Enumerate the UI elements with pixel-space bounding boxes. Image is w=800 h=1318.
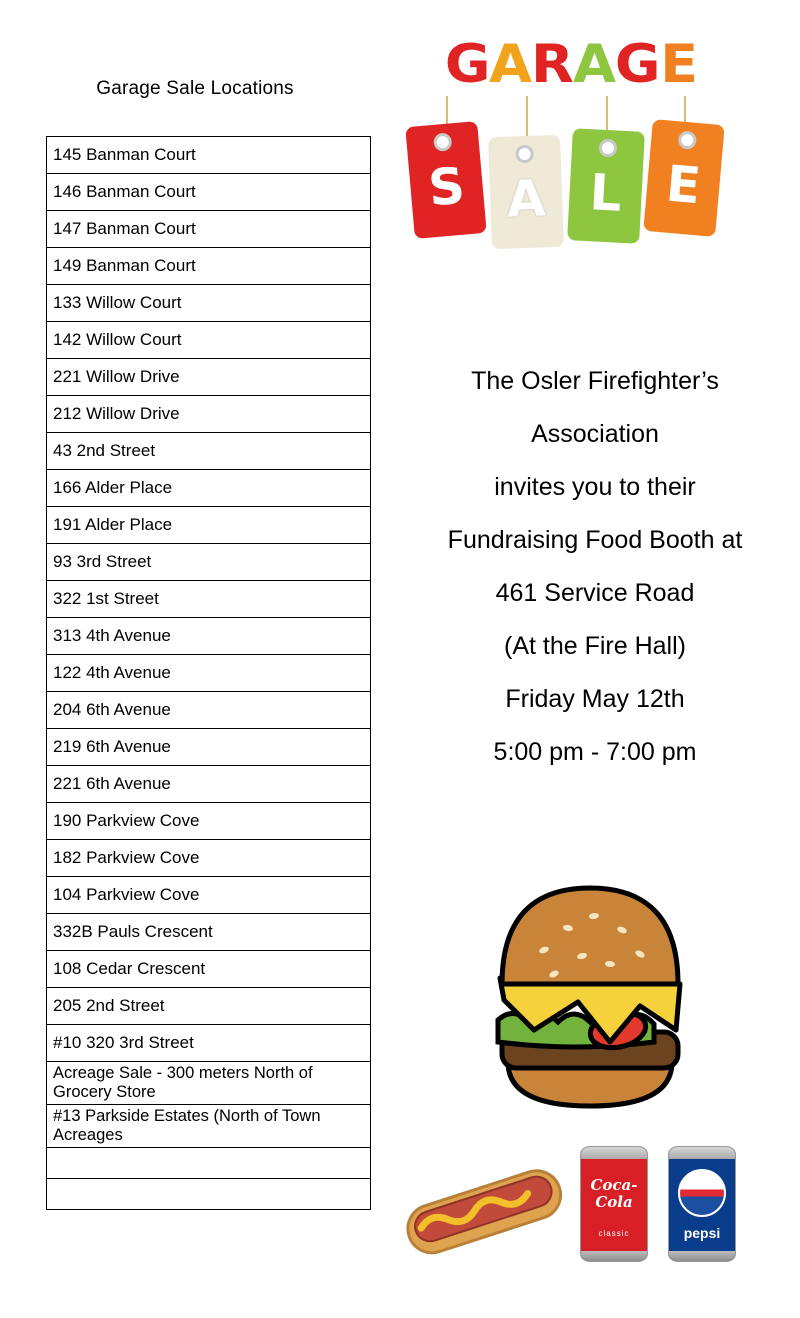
table-row <box>47 470 371 507</box>
location-cell: 93 3rd Street <box>47 544 371 581</box>
coca-cola-can <box>580 1146 648 1262</box>
location-cell: 146 Banman Court <box>47 174 371 211</box>
hamburger-image <box>490 880 690 1120</box>
location-cell: #10 320 3rd Street <box>47 1025 371 1062</box>
coke-sub-label: classic <box>598 1229 630 1238</box>
table-row <box>47 914 371 951</box>
garage-sale-logo <box>402 34 742 284</box>
location-cell: 219 6th Avenue <box>47 729 371 766</box>
pepsi-globe-icon <box>678 1169 726 1217</box>
location-cell: 191 Alder Place <box>47 507 371 544</box>
tag-hole-icon <box>599 139 618 158</box>
locations-panel <box>0 0 390 1318</box>
tag-hole-icon <box>433 132 453 152</box>
tag-letter-s <box>405 121 486 239</box>
location-cell: 133 Willow Court <box>47 285 371 322</box>
invite-line: 5:00 pm - 7:00 pm <box>493 738 697 766</box>
location-cell: 313 4th Avenue <box>47 618 371 655</box>
tag-letter: L <box>588 163 624 223</box>
tag-letter: E <box>663 154 703 216</box>
table-row <box>47 248 371 285</box>
tag-letter: A <box>505 169 547 229</box>
location-cell: #13 Parkside Estates (North of Town Acreages <box>47 1104 371 1147</box>
location-cell: 104 Parkview Cove <box>47 877 371 914</box>
table-row <box>47 285 371 322</box>
tag-letter-l <box>567 128 645 244</box>
invite-line: The Osler Firefighter’s <box>471 367 719 395</box>
table-row <box>47 211 371 248</box>
location-cell: 149 Banman Court <box>47 248 371 285</box>
table-row <box>47 618 371 655</box>
table-row <box>47 581 371 618</box>
table-row <box>47 1104 371 1147</box>
coke-brand-label: Coca-Cola <box>590 1176 638 1211</box>
locations-table <box>46 136 371 1210</box>
table-row <box>47 1147 371 1178</box>
location-cell: 190 Parkview Cove <box>47 803 371 840</box>
location-cell-empty <box>47 1178 371 1209</box>
location-cell: 142 Willow Court <box>47 322 371 359</box>
page-title: Garage Sale Locations <box>96 78 294 99</box>
table-row <box>47 988 371 1025</box>
locations-table-body <box>47 137 371 1210</box>
hotdog-image <box>398 1148 568 1268</box>
table-row <box>47 692 371 729</box>
location-cell: 122 4th Avenue <box>47 655 371 692</box>
pepsi-can <box>668 1146 736 1262</box>
location-cell: 147 Banman Court <box>47 211 371 248</box>
location-cell: Acreage Sale - 300 meters North of Grocery Store <box>47 1062 371 1105</box>
invite-line: 461 Service Road <box>495 579 695 607</box>
location-cell: 43 2nd Street <box>47 433 371 470</box>
location-cell: 205 2nd Street <box>47 988 371 1025</box>
invite-line: Fundraising Food Booth at <box>447 526 743 554</box>
table-row <box>47 766 371 803</box>
table-row <box>47 174 371 211</box>
location-cell: 182 Parkview Cove <box>47 840 371 877</box>
table-row <box>47 951 371 988</box>
location-cell: 221 Willow Drive <box>47 359 371 396</box>
invitation-text <box>390 355 800 779</box>
invite-line: Friday May 12th <box>505 685 685 713</box>
pepsi-brand-label: pepsi <box>683 1225 721 1241</box>
location-cell-empty <box>47 1147 371 1178</box>
table-row <box>47 137 371 174</box>
location-cell: 108 Cedar Crescent <box>47 951 371 988</box>
location-cell: 204 6th Avenue <box>47 692 371 729</box>
garage-wordmark: GARAGE <box>444 34 699 95</box>
table-row <box>47 507 371 544</box>
hotdog-icon <box>398 1148 568 1268</box>
hamburger-icon <box>490 880 690 1120</box>
table-row <box>47 1178 371 1209</box>
tag-letter-e <box>643 119 724 237</box>
table-row <box>47 655 371 692</box>
can-bottom-icon <box>581 1251 647 1261</box>
table-row <box>47 1062 371 1105</box>
can-bottom-icon <box>669 1251 735 1261</box>
tag-letter: S <box>426 156 468 218</box>
table-row <box>47 729 371 766</box>
location-cell: 322 1st Street <box>47 581 371 618</box>
table-row <box>47 396 371 433</box>
invite-line: Association <box>531 420 659 448</box>
can-top-icon <box>669 1147 735 1159</box>
location-cell: 332B Pauls Crescent <box>47 914 371 951</box>
location-cell: 145 Banman Court <box>47 137 371 174</box>
tag-hole-icon <box>515 145 534 164</box>
table-row <box>47 544 371 581</box>
invite-line: invites you to their <box>494 473 696 501</box>
can-top-icon <box>581 1147 647 1159</box>
table-row <box>47 840 371 877</box>
table-row <box>47 803 371 840</box>
flyer-panel <box>390 0 800 1318</box>
tag-letter-a <box>488 135 564 249</box>
sale-price-tags <box>402 96 742 286</box>
table-row <box>47 433 371 470</box>
location-cell: 166 Alder Place <box>47 470 371 507</box>
location-cell: 212 Willow Drive <box>47 396 371 433</box>
location-cell: 221 6th Avenue <box>47 766 371 803</box>
invite-line: (At the Fire Hall) <box>504 632 686 660</box>
table-row <box>47 322 371 359</box>
table-row <box>47 1025 371 1062</box>
table-row <box>47 877 371 914</box>
tag-hole-icon <box>678 130 698 150</box>
table-row <box>47 359 371 396</box>
